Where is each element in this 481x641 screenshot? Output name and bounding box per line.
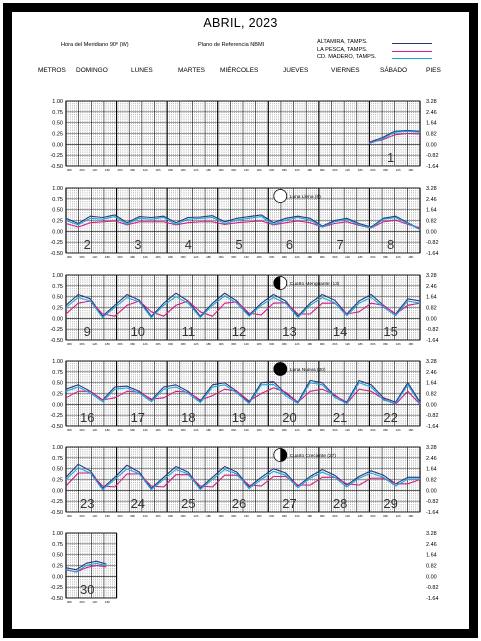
date-number: 5 xyxy=(235,237,243,252)
y-tick-label-left: -0.50 xyxy=(50,251,63,257)
hour-tick-label: 00h xyxy=(319,514,325,518)
hour-tick-label: 06h xyxy=(383,255,389,259)
y-tick-label-left: -0.25 xyxy=(50,153,63,160)
hour-tick-label: 18h xyxy=(408,342,414,346)
hour-tick-label: 12h xyxy=(193,255,199,259)
moon-new-icon xyxy=(274,363,287,376)
hour-tick-label: 18h xyxy=(155,428,161,432)
date-number: 19 xyxy=(231,410,247,425)
hour-tick-label: 18h xyxy=(155,514,161,518)
hour-tick-label: 18h xyxy=(256,168,262,172)
date-number: 30 xyxy=(80,582,95,597)
y-tick-label-right: 3.28 xyxy=(426,445,437,451)
date-number: 2 xyxy=(83,237,91,252)
y-tick-label-right: -0.82 xyxy=(426,327,439,334)
hour-tick-label: 06h xyxy=(180,168,186,172)
hour-tick-label: 06h xyxy=(79,428,85,432)
y-tick-label-right: -0.82 xyxy=(426,240,439,247)
y-tick-label-right: 1.64 xyxy=(426,552,437,559)
hour-tick-label: 00h xyxy=(269,342,275,346)
hour-tick-label: 12h xyxy=(92,514,98,518)
hour-tick-label: 12h xyxy=(395,428,401,432)
day-label: VIERNES xyxy=(331,67,360,74)
page-frame xyxy=(3,3,478,638)
hour-tick-label: 00h xyxy=(218,428,224,432)
y-tick-label-right: -1.64 xyxy=(426,596,439,602)
y-tick-label-right: 0.82 xyxy=(426,218,437,225)
hour-tick-label: 18h xyxy=(104,168,110,172)
hour-tick-label: 12h xyxy=(142,168,148,172)
hour-tick-label: 18h xyxy=(307,428,313,432)
legend-label: ALTAMIRA, TAMPS. xyxy=(317,39,368,45)
date-number: 8 xyxy=(387,237,395,252)
y-tick-label-right: -0.82 xyxy=(426,585,439,592)
hour-tick-label: 06h xyxy=(332,168,338,172)
hour-tick-label: 12h xyxy=(345,514,351,518)
moon-shade xyxy=(280,449,287,462)
hour-tick-label: 12h xyxy=(244,255,250,259)
y-tick-label-left: 1.00 xyxy=(52,273,63,279)
y-tick-label-left: 0.75 xyxy=(52,109,63,116)
page-title: ABRIL, 2023 xyxy=(203,16,278,30)
hour-tick-label: 06h xyxy=(130,342,136,346)
hour-tick-label: 00h xyxy=(168,342,174,346)
date-number: 12 xyxy=(231,324,247,339)
hour-tick-label: 00h xyxy=(67,428,73,432)
hour-tick-label: 18h xyxy=(104,600,110,604)
hour-tick-label: 18h xyxy=(256,514,262,518)
hour-tick-label: 00h xyxy=(269,255,275,259)
y-tick-label-right: -1.64 xyxy=(426,424,439,430)
y-tick-label-right: -1.64 xyxy=(426,338,439,344)
y-tick-label-left: 1.00 xyxy=(52,445,63,451)
hour-tick-label: 18h xyxy=(357,342,363,346)
hour-tick-label: 00h xyxy=(67,168,73,172)
date-number: 15 xyxy=(383,324,398,339)
hour-tick-label: 06h xyxy=(180,428,186,432)
hour-tick-label: 18h xyxy=(357,428,363,432)
date-number: 9 xyxy=(83,324,91,339)
date-number: 11 xyxy=(181,324,196,339)
y-tick-label-left: -0.25 xyxy=(50,499,63,506)
hour-tick-label: 12h xyxy=(244,168,250,172)
hour-tick-label: 12h xyxy=(92,168,98,172)
hour-tick-label: 06h xyxy=(79,342,85,346)
hour-tick-label: 12h xyxy=(142,255,148,259)
hour-tick-label: 06h xyxy=(79,514,85,518)
week-panel xyxy=(50,186,438,259)
calendar-sheet xyxy=(18,16,463,623)
hour-tick-label: 12h xyxy=(244,514,250,518)
hour-tick-label: 12h xyxy=(395,342,401,346)
hour-tick-label: 12h xyxy=(92,428,98,432)
hour-tick-label: 06h xyxy=(231,428,237,432)
y-tick-label-right: 2.46 xyxy=(426,455,437,462)
y-tick-label-left: 0.25 xyxy=(52,131,63,138)
y-tick-label-right: 3.28 xyxy=(426,359,437,365)
hour-tick-label: 06h xyxy=(180,255,186,259)
hour-tick-label: 18h xyxy=(408,428,414,432)
y-tick-label-right: 2.46 xyxy=(426,541,437,548)
hour-tick-label: 00h xyxy=(117,168,123,172)
moon-full-icon xyxy=(274,190,287,203)
y-tick-label-left: 0.00 xyxy=(52,142,63,149)
y-tick-label-left: -0.50 xyxy=(50,596,63,602)
hour-tick-label: 12h xyxy=(92,600,98,604)
y-tick-label-left: -0.25 xyxy=(50,413,63,420)
hour-tick-label: 00h xyxy=(218,514,224,518)
date-number: 13 xyxy=(282,324,297,339)
y-tick-label-right: -0.82 xyxy=(426,413,439,420)
y-tick-label-right: 2.46 xyxy=(426,283,437,290)
hour-tick-label: 00h xyxy=(319,428,325,432)
y-tick-label-left: 0.75 xyxy=(52,283,63,290)
hour-tick-label: 06h xyxy=(383,342,389,346)
hour-tick-label: 12h xyxy=(193,342,199,346)
date-number: 22 xyxy=(383,410,398,425)
hour-tick-label: 00h xyxy=(67,600,73,604)
hour-tick-label: 00h xyxy=(67,255,73,259)
moon-phase-label: Cuarto Creciente (27) xyxy=(289,454,336,459)
hour-tick-label: 00h xyxy=(370,168,376,172)
hour-tick-label: 00h xyxy=(269,514,275,518)
tide-charts xyxy=(18,16,475,628)
y-tick-label-right: 0.00 xyxy=(426,488,437,495)
y-tick-label-right: 0.82 xyxy=(426,131,437,138)
hour-tick-label: 06h xyxy=(332,428,338,432)
y-tick-label-right: 2.46 xyxy=(426,109,437,116)
y-tick-label-left: 1.00 xyxy=(52,186,63,192)
hour-tick-label: 06h xyxy=(231,168,237,172)
y-tick-label-left: 0.25 xyxy=(52,391,63,398)
hour-tick-label: 00h xyxy=(117,255,123,259)
date-number: 4 xyxy=(184,237,193,252)
y-tick-label-left: 1.00 xyxy=(52,531,63,537)
y-tick-label-left: 0.25 xyxy=(52,477,63,484)
hour-tick-label: 18h xyxy=(307,168,313,172)
hour-tick-label: 18h xyxy=(357,168,363,172)
y-tick-label-right: 0.82 xyxy=(426,305,437,312)
date-number: 24 xyxy=(130,496,146,511)
y-tick-label-left: 0.25 xyxy=(52,218,63,225)
y-tick-label-left: -0.25 xyxy=(50,327,63,334)
hour-tick-label: 06h xyxy=(130,428,136,432)
hour-tick-label: 06h xyxy=(231,514,237,518)
moon-phase-label: Luna Nueva (20) xyxy=(289,368,326,373)
hour-tick-label: 06h xyxy=(383,428,389,432)
date-number: 7 xyxy=(336,237,344,252)
y-tick-label-left: 0.75 xyxy=(52,196,63,203)
y-tick-label-left: 0.25 xyxy=(52,305,63,312)
y-tick-label-right: 3.28 xyxy=(426,186,437,192)
hour-tick-label: 18h xyxy=(408,255,414,259)
y-tick-label-right: 0.00 xyxy=(426,402,437,409)
hour-tick-label: 06h xyxy=(231,342,237,346)
hour-tick-label: 06h xyxy=(281,428,287,432)
hour-tick-label: 12h xyxy=(92,342,98,346)
hour-tick-label: 18h xyxy=(307,514,313,518)
week-panel xyxy=(50,531,438,604)
datum-note: Plano de Referencia NBMI xyxy=(198,42,265,48)
y-tick-label-right: 1.64 xyxy=(426,380,437,387)
week-panel xyxy=(50,273,438,346)
legend-label: CD. MADERO, TAMPS. xyxy=(317,54,377,60)
y-tick-label-right: 3.28 xyxy=(426,531,437,537)
date-number: 14 xyxy=(332,324,348,339)
y-tick-label-left: 0.75 xyxy=(52,541,63,548)
y-tick-label-right: -1.64 xyxy=(426,251,439,257)
hour-tick-label: 18h xyxy=(104,255,110,259)
hour-tick-label: 06h xyxy=(383,168,389,172)
hour-tick-label: 00h xyxy=(319,168,325,172)
hour-tick-label: 00h xyxy=(319,342,325,346)
y-tick-label-right: 0.82 xyxy=(426,477,437,484)
hour-tick-label: 12h xyxy=(244,428,250,432)
hour-tick-label: 06h xyxy=(332,342,338,346)
hour-tick-label: 06h xyxy=(130,168,136,172)
y-tick-label-right: -0.82 xyxy=(426,499,439,506)
hour-tick-label: 12h xyxy=(193,428,199,432)
y-tick-label-left: 0.00 xyxy=(52,402,63,409)
hour-tick-label: 18h xyxy=(206,255,212,259)
day-label: JUEVES xyxy=(283,67,309,74)
hour-tick-label: 06h xyxy=(281,255,287,259)
hour-tick-label: 18h xyxy=(206,428,212,432)
y-tick-label-right: 1.64 xyxy=(426,466,437,473)
y-tick-label-left: -0.50 xyxy=(50,510,63,516)
week-panel xyxy=(50,445,438,518)
hour-tick-label: 06h xyxy=(281,514,287,518)
y-tick-label-right: 0.82 xyxy=(426,563,437,570)
hour-tick-label: 00h xyxy=(218,255,224,259)
hour-tick-label: 00h xyxy=(218,342,224,346)
meridian-note: Hora del Meridiano 90º (W) xyxy=(61,42,129,48)
hour-tick-label: 00h xyxy=(370,255,376,259)
right-unit-label: PIES xyxy=(426,67,441,74)
hour-tick-label: 00h xyxy=(117,342,123,346)
hour-tick-label: 12h xyxy=(345,255,351,259)
y-tick-label-left: 0.75 xyxy=(52,455,63,462)
y-tick-label-right: 1.64 xyxy=(426,294,437,301)
y-tick-label-left: 0.00 xyxy=(52,316,63,323)
moon-phase-label: Cuarto Menguante (13) xyxy=(289,282,340,287)
y-tick-label-left: -0.50 xyxy=(50,338,63,344)
y-tick-label-left: -0.25 xyxy=(50,240,63,247)
hour-tick-label: 18h xyxy=(357,514,363,518)
date-number: 3 xyxy=(134,237,142,252)
week-panel xyxy=(50,99,438,172)
y-tick-label-right: 1.64 xyxy=(426,207,437,214)
y-tick-label-left: 1.00 xyxy=(52,359,63,365)
y-tick-label-left: -0.50 xyxy=(50,164,63,170)
y-tick-label-right: 1.64 xyxy=(426,120,437,127)
hour-tick-label: 12h xyxy=(294,428,300,432)
hour-tick-label: 18h xyxy=(256,255,262,259)
date-number: 17 xyxy=(130,410,146,425)
date-number: 21 xyxy=(332,410,348,425)
y-tick-label-right: 0.00 xyxy=(426,316,437,323)
date-number: 27 xyxy=(282,496,297,511)
day-label: MARTES xyxy=(178,67,205,74)
hour-tick-label: 18h xyxy=(256,428,262,432)
hour-tick-label: 18h xyxy=(206,168,212,172)
y-tick-label-right: 0.82 xyxy=(426,391,437,398)
hour-tick-label: 12h xyxy=(294,342,300,346)
hour-tick-label: 18h xyxy=(104,342,110,346)
hour-tick-label: 12h xyxy=(294,514,300,518)
y-tick-label-left: 0.50 xyxy=(52,207,63,214)
y-tick-label-left: -0.25 xyxy=(50,585,63,592)
hour-tick-label: 18h xyxy=(104,514,110,518)
hour-tick-label: 18h xyxy=(206,342,212,346)
hour-tick-label: 12h xyxy=(142,514,148,518)
legend-label: LA PESCA, TAMPS. xyxy=(317,46,368,53)
date-number: 29 xyxy=(383,496,398,511)
date-number: 10 xyxy=(130,324,146,339)
date-number: 23 xyxy=(80,496,95,511)
hour-tick-label: 12h xyxy=(294,168,300,172)
y-tick-label-left: -0.50 xyxy=(50,424,63,430)
hour-tick-label: 06h xyxy=(79,600,85,604)
y-tick-label-right: 0.00 xyxy=(426,574,437,581)
hour-tick-label: 00h xyxy=(168,168,174,172)
y-tick-label-right: 0.00 xyxy=(426,142,437,149)
hour-tick-label: 18h xyxy=(256,342,262,346)
hour-tick-label: 18h xyxy=(357,255,363,259)
hour-tick-label: 00h xyxy=(370,514,376,518)
date-number: 26 xyxy=(231,496,247,511)
hour-tick-label: 12h xyxy=(294,255,300,259)
y-tick-label-right: -0.82 xyxy=(426,153,439,160)
week-panel xyxy=(50,359,438,432)
hour-tick-label: 00h xyxy=(168,514,174,518)
hour-tick-label: 06h xyxy=(231,255,237,259)
y-tick-label-right: 3.28 xyxy=(426,273,437,279)
hour-tick-label: 12h xyxy=(244,342,250,346)
hour-tick-label: 12h xyxy=(345,342,351,346)
hour-tick-label: 18h xyxy=(155,342,161,346)
y-tick-label-left: 0.00 xyxy=(52,229,63,236)
y-tick-label-left: 0.50 xyxy=(52,552,63,559)
hour-tick-label: 18h xyxy=(408,514,414,518)
y-tick-label-right: -1.64 xyxy=(426,164,439,170)
hour-tick-label: 00h xyxy=(370,428,376,432)
hour-tick-label: 06h xyxy=(383,514,389,518)
date-number: 6 xyxy=(285,237,294,252)
hour-tick-label: 06h xyxy=(332,255,338,259)
date-number: 16 xyxy=(80,410,95,425)
hour-tick-label: 18h xyxy=(206,514,212,518)
hour-tick-label: 18h xyxy=(307,255,313,259)
y-tick-label-left: 0.75 xyxy=(52,369,63,376)
date-number: 28 xyxy=(332,496,348,511)
y-tick-label-right: 2.46 xyxy=(426,196,437,203)
hour-tick-label: 12h xyxy=(193,168,199,172)
hour-tick-label: 18h xyxy=(155,168,161,172)
hour-tick-label: 00h xyxy=(370,342,376,346)
moon-phase-label: Luna Llena (6) xyxy=(289,195,321,200)
y-tick-label-left: 1.00 xyxy=(52,99,63,105)
date-number: 18 xyxy=(181,410,196,425)
y-tick-label-right: 2.46 xyxy=(426,369,437,376)
hour-tick-label: 00h xyxy=(168,428,174,432)
hour-tick-label: 18h xyxy=(307,342,313,346)
hour-tick-label: 06h xyxy=(281,168,287,172)
y-tick-label-left: 0.50 xyxy=(52,120,63,127)
hour-tick-label: 06h xyxy=(332,514,338,518)
hour-tick-label: 06h xyxy=(130,514,136,518)
hour-tick-label: 18h xyxy=(104,428,110,432)
hour-tick-label: 18h xyxy=(155,255,161,259)
hour-tick-label: 12h xyxy=(345,168,351,172)
y-tick-label-left: 0.25 xyxy=(52,563,63,570)
hour-tick-label: 12h xyxy=(395,255,401,259)
hour-tick-label: 06h xyxy=(180,342,186,346)
hour-tick-label: 18h xyxy=(408,168,414,172)
hour-tick-label: 00h xyxy=(117,514,123,518)
day-label: MIÉRCOLES xyxy=(220,67,259,74)
hour-tick-label: 12h xyxy=(345,428,351,432)
hour-tick-label: 06h xyxy=(180,514,186,518)
hour-tick-label: 06h xyxy=(281,342,287,346)
y-tick-label-right: 3.28 xyxy=(426,99,437,105)
hour-tick-label: 00h xyxy=(269,428,275,432)
date-number: 20 xyxy=(282,410,297,425)
hour-tick-label: 12h xyxy=(142,428,148,432)
date-number: 1 xyxy=(387,150,395,165)
y-tick-label-left: 0.50 xyxy=(52,380,63,387)
hour-tick-label: 00h xyxy=(67,342,73,346)
hour-tick-label: 00h xyxy=(168,255,174,259)
hour-tick-label: 00h xyxy=(117,428,123,432)
hour-tick-label: 12h xyxy=(193,514,199,518)
y-tick-label-left: 0.00 xyxy=(52,574,63,581)
hour-tick-label: 06h xyxy=(79,255,85,259)
day-label: SÁBADO xyxy=(380,67,408,74)
hour-tick-label: 00h xyxy=(218,168,224,172)
left-unit-label: METROS xyxy=(38,67,66,74)
hour-tick-label: 06h xyxy=(130,255,136,259)
hour-tick-label: 12h xyxy=(142,342,148,346)
date-number: 25 xyxy=(181,496,196,511)
hour-tick-label: 12h xyxy=(92,255,98,259)
hour-tick-label: 06h xyxy=(79,168,85,172)
hour-tick-label: 00h xyxy=(67,514,73,518)
day-label: DOMINGO xyxy=(76,67,108,74)
day-label: LUNES xyxy=(131,67,153,74)
hour-tick-label: 12h xyxy=(395,514,401,518)
hour-tick-label: 12h xyxy=(395,168,401,172)
y-tick-label-right: -1.64 xyxy=(426,510,439,516)
y-tick-label-left: 0.00 xyxy=(52,488,63,495)
y-tick-label-right: 0.00 xyxy=(426,229,437,236)
hour-tick-label: 00h xyxy=(269,168,275,172)
moon-shade xyxy=(274,277,281,290)
y-tick-label-left: 0.50 xyxy=(52,294,63,301)
hour-tick-label: 00h xyxy=(319,255,325,259)
y-tick-label-left: 0.50 xyxy=(52,466,63,473)
